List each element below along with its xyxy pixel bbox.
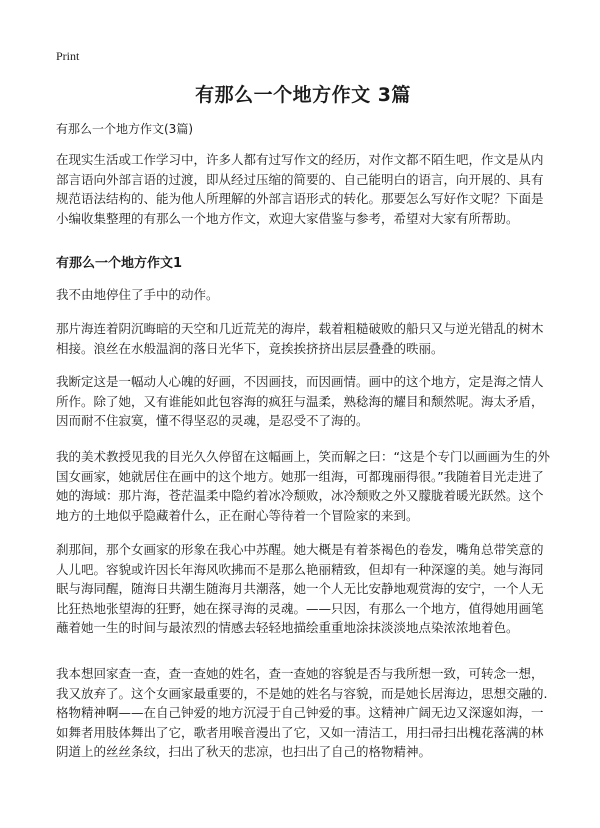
page-title: 有那么一个地方作文 3篇 (195, 84, 411, 106)
paragraph-5: 刹那间，那个女画家的形象在我心中苏醒。她大概是有着茶褐色的卷发，嘴角总带笑意的人儿吧。容貌或许因长年海风吹拂而不是那么艳丽精致，但却有一种深邃的美。她与海同眠与海同醒，随海日共潮生随海月共潮落，她一个人无比安静地观赏海的安宁，一个人无比狂热地张望海的狂野，她在探寻海的灵魂。——只因，有那么一个地方，值得她用画笔蘸着她一生的时间与最浓烈的情感去轻轻地描绘重重地涂抹淡淡地点染浓浓地着色。 (56, 542, 544, 635)
paragraph-1: 我不由地停住了手中的动作。 (56, 287, 219, 302)
print-link[interactable]: Print (56, 49, 80, 63)
paragraph-6: 我本想回家查一查，查一查她的姓名，查一查她的容貌是否与我所想一致，可转念一想，我又放弃了。这个女画家最重要的，不是她的姓名与容貌，而是她长居海边，思想交融的.格物精神啊——在自己钟爱的地方沉浸于自己钟爱的事。这精神广阔无边又深邃如海，一如舞者用肢体舞出了它，歌者用喉音漫出了它，又如一清洁工，用扫帚扫出槐花落满的林阴道上的丝丝条纹，扫出了秋天的悲凉，也扫出了自己的格物精神。 (56, 666, 548, 759)
page-subtitle: 有那么一个地方作文(3篇) (56, 122, 193, 136)
paragraph-4: 我的美术教授见我的目光久久停留在这幅画上，笑而解之曰：“这是个专门以画画为生的外国女画家，她就居住在画中的这个地方。她那一组海，可都瑰丽得很。”我随着目光走进了她的海域：那片海，苍茫温柔中隐约着冰冷颓败，冰冷颓败之外又朦胧着暖光跃然。这个地方的土地似乎隐藏着什么，正在耐心等待着一个冒险家的来到。 (56, 449, 550, 523)
paragraph-3: 我断定这是一幅动人心魄的好画，不因画技，而因画情。画中的这个地方，定是海之情人所作。除了她，又有谁能如此包容海的疯狂与温柔，熟稔海的耀目和颓然呢。海太矛盾，因而耐不住寂寞，懂不得坚忍的灵魂，是忍受不了海的。 (56, 374, 544, 428)
paragraph-2: 那片海连着阴沉晦暗的天空和几近荒芜的海岸，载着粗糙破败的船只又与逆光错乱的树木相接。浪丝在水般温润的落日光华下，竟挨挨挤挤出层层叠叠的昳丽。 (56, 321, 544, 356)
intro-paragraph: 在现实生活或工作学习中，许多人都有过写作文的经历，对作文都不陌生吧，作文是从内部言语向外部言语的过渡，即从经过压缩的简要的、自己能明白的语言，向开展的、具有规范语法结构的、能为他人所理解的外部言语形式的转化。那要怎么写好作文呢？下面是小编收集整理的有那么一个地方作文，欢迎大家借鉴与参考，希望对大家有所帮助。 (56, 152, 544, 226)
section-heading: 有那么一个地方作文1 (56, 256, 183, 271)
